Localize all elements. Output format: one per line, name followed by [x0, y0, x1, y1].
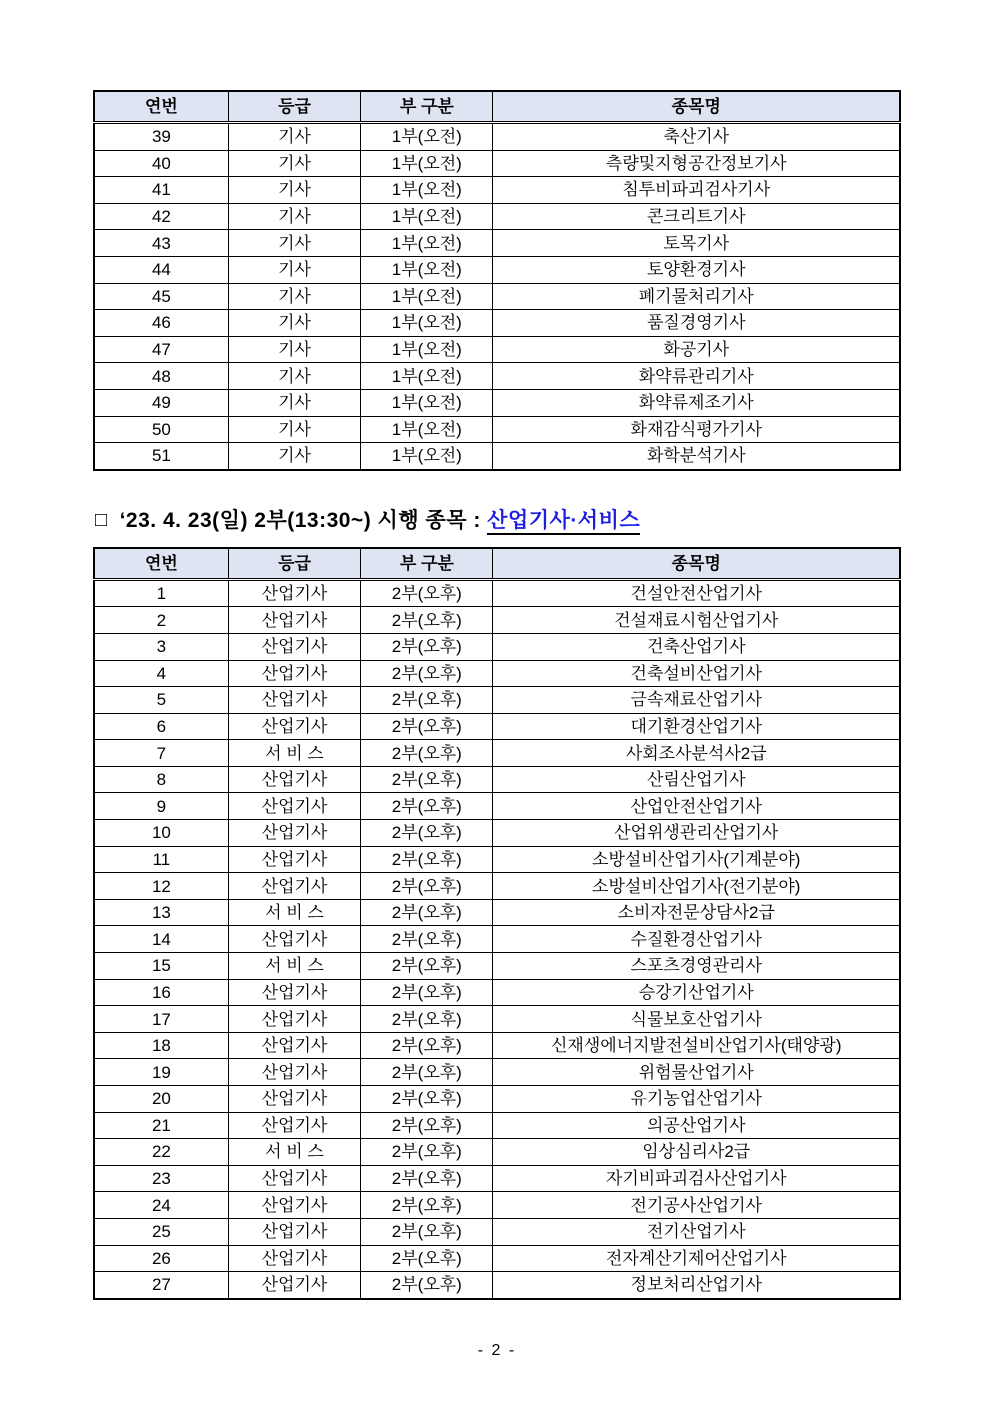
- table-cell: 2부(오후): [361, 1006, 493, 1033]
- exam-table-industrial-header: [94, 548, 900, 580]
- table-cell: 산업기사: [228, 607, 360, 634]
- exam-table-engineer-body: [94, 123, 900, 470]
- table-row: [94, 926, 900, 953]
- table-row: [94, 1272, 900, 1299]
- table-cell: 기사: [228, 363, 360, 390]
- table-cell: 4: [94, 660, 228, 687]
- table-cell: 1부(오전): [361, 336, 493, 363]
- table-cell: 1부(오전): [361, 150, 493, 177]
- table-cell: 2부(오후): [361, 766, 493, 793]
- column-header: 종목명: [493, 91, 900, 123]
- table-cell: 소비자전문상담사2급: [493, 899, 900, 926]
- column-header: 연번: [94, 548, 228, 580]
- table-cell: 산업기사: [228, 1272, 360, 1299]
- table-cell: 8: [94, 766, 228, 793]
- table-cell: 화재감식평가기사: [493, 416, 900, 443]
- table-cell: 기사: [228, 203, 360, 230]
- table-cell: 48: [94, 363, 228, 390]
- table-cell: 산업기사: [228, 713, 360, 740]
- table-cell: 1부(오전): [361, 177, 493, 204]
- table-header-row: [94, 548, 900, 580]
- table-row: [94, 687, 900, 714]
- table-cell: 14: [94, 926, 228, 953]
- table-cell: 2부(오후): [361, 1192, 493, 1219]
- table-cell: 1부(오전): [361, 416, 493, 443]
- table-cell: 소방설비산업기사(전기분야): [493, 873, 900, 900]
- table-cell: 유기농업산업기사: [493, 1086, 900, 1113]
- table-cell: 콘크리트기사: [493, 203, 900, 230]
- table-row: [94, 607, 900, 634]
- table-cell: 47: [94, 336, 228, 363]
- table-cell: 토양환경기사: [493, 256, 900, 283]
- table-row: [94, 283, 900, 310]
- table-row: [94, 899, 900, 926]
- table-cell: 21: [94, 1112, 228, 1139]
- table-row: [94, 713, 900, 740]
- exam-table-engineer-header: [94, 91, 900, 123]
- table-cell: 산업기사: [228, 1086, 360, 1113]
- table-cell: 측량및지형공간정보기사: [493, 150, 900, 177]
- table-cell: 1부(오전): [361, 203, 493, 230]
- table-cell: 산업기사: [228, 846, 360, 873]
- table-row: [94, 1139, 900, 1166]
- table-cell: 18: [94, 1032, 228, 1059]
- table-cell: 기사: [228, 123, 360, 151]
- table-cell: 2부(오후): [361, 846, 493, 873]
- table-row: [94, 123, 900, 151]
- page-content: [93, 90, 901, 1360]
- table-row: [94, 873, 900, 900]
- table-cell: 2부(오후): [361, 873, 493, 900]
- table-row: [94, 846, 900, 873]
- table-cell: 46: [94, 310, 228, 337]
- page-number: - 2 -: [477, 1341, 517, 1359]
- table-cell: 2부(오후): [361, 979, 493, 1006]
- table-row: [94, 389, 900, 416]
- table-cell: 산업기사: [228, 1245, 360, 1272]
- table-row: [94, 1059, 900, 1086]
- table-cell: 건축산업기사: [493, 633, 900, 660]
- table-cell: 2부(오후): [361, 926, 493, 953]
- table-row: [94, 766, 900, 793]
- table-cell: 산업안전산업기사: [493, 793, 900, 820]
- table-row: [94, 1032, 900, 1059]
- column-header: 종목명: [493, 548, 900, 580]
- table-cell: 토목기사: [493, 230, 900, 257]
- table-cell: 41: [94, 177, 228, 204]
- table-cell: 건설안전산업기사: [493, 579, 900, 607]
- table-row: [94, 230, 900, 257]
- table-cell: 1부(오전): [361, 123, 493, 151]
- table-cell: 2부(오후): [361, 1272, 493, 1299]
- table-cell: 산업기사: [228, 1165, 360, 1192]
- table-cell: 서 비 스: [228, 953, 360, 980]
- table-row: [94, 177, 900, 204]
- section-heading: [95, 504, 901, 534]
- table-row: [94, 1218, 900, 1245]
- table-cell: 사회조사분석사2급: [493, 740, 900, 767]
- table-cell: 43: [94, 230, 228, 257]
- table-row: [94, 1192, 900, 1219]
- table-cell: 10: [94, 820, 228, 847]
- table-cell: 11: [94, 846, 228, 873]
- table-cell: 2부(오후): [361, 607, 493, 634]
- table-cell: 축산기사: [493, 123, 900, 151]
- table-cell: 수질환경산업기사: [493, 926, 900, 953]
- table-cell: 산업기사: [228, 820, 360, 847]
- table-cell: 산업기사: [228, 1192, 360, 1219]
- table-cell: 1부(오전): [361, 443, 493, 470]
- table-cell: 산업기사: [228, 873, 360, 900]
- table-cell: 스포츠경영관리사: [493, 953, 900, 980]
- table-cell: 2부(오후): [361, 820, 493, 847]
- table-cell: 기사: [228, 256, 360, 283]
- table-cell: 1부(오전): [361, 310, 493, 337]
- table-cell: 7: [94, 740, 228, 767]
- table-cell: 2부(오후): [361, 1112, 493, 1139]
- table-cell: 2부(오후): [361, 899, 493, 926]
- table-cell: 6: [94, 713, 228, 740]
- table-cell: 건설재료시험산업기사: [493, 607, 900, 634]
- table-cell: 23: [94, 1165, 228, 1192]
- table-cell: 산업기사: [228, 979, 360, 1006]
- table-row: [94, 203, 900, 230]
- table-row: [94, 660, 900, 687]
- table-cell: 45: [94, 283, 228, 310]
- table-cell: 위험물산업기사: [493, 1059, 900, 1086]
- table-cell: 5: [94, 687, 228, 714]
- table-cell: 25: [94, 1218, 228, 1245]
- table-cell: 산업기사: [228, 1112, 360, 1139]
- table-row: [94, 579, 900, 607]
- table-row: [94, 443, 900, 470]
- table-cell: 2부(오후): [361, 660, 493, 687]
- table-cell: 식물보호산업기사: [493, 1006, 900, 1033]
- table-cell: 49: [94, 389, 228, 416]
- table-cell: 15: [94, 953, 228, 980]
- table-cell: 2부(오후): [361, 687, 493, 714]
- table-cell: 26: [94, 1245, 228, 1272]
- table-cell: 2부(오후): [361, 1139, 493, 1166]
- table-cell: 산업위생관리산업기사: [493, 820, 900, 847]
- table-cell: 20: [94, 1086, 228, 1113]
- table-cell: 2부(오후): [361, 793, 493, 820]
- table-cell: 3: [94, 633, 228, 660]
- table-cell: 2부(오후): [361, 713, 493, 740]
- table-cell: 1부(오전): [361, 363, 493, 390]
- table-cell: 1부(오전): [361, 256, 493, 283]
- table-cell: 2부(오후): [361, 579, 493, 607]
- table-cell: 기사: [228, 443, 360, 470]
- table-cell: 기사: [228, 389, 360, 416]
- table-cell: 기사: [228, 416, 360, 443]
- table-row: [94, 1165, 900, 1192]
- table-cell: 의공산업기사: [493, 1112, 900, 1139]
- square-bullet-icon: □: [95, 508, 108, 531]
- table-cell: 침투비파괴검사기사: [493, 177, 900, 204]
- table-row: [94, 633, 900, 660]
- table-cell: 화공기사: [493, 336, 900, 363]
- table-cell: 금속재료산업기사: [493, 687, 900, 714]
- table-cell: 12: [94, 873, 228, 900]
- table-cell: 서 비 스: [228, 1139, 360, 1166]
- table-cell: 1부(오전): [361, 283, 493, 310]
- table-cell: 전자계산기제어산업기사: [493, 1245, 900, 1272]
- table-cell: 2부(오후): [361, 740, 493, 767]
- table-cell: 기사: [228, 177, 360, 204]
- table-cell: 신재생에너지발전설비산업기사(태양광): [493, 1032, 900, 1059]
- table-cell: 산업기사: [228, 687, 360, 714]
- table-cell: 서 비 스: [228, 899, 360, 926]
- table-cell: 2부(오후): [361, 633, 493, 660]
- table-cell: 50: [94, 416, 228, 443]
- table-row: [94, 979, 900, 1006]
- table-cell: 19: [94, 1059, 228, 1086]
- table-cell: 산업기사: [228, 660, 360, 687]
- table-cell: 1부(오전): [361, 230, 493, 257]
- table-cell: 건축설비산업기사: [493, 660, 900, 687]
- table-cell: 산업기사: [228, 766, 360, 793]
- section-heading-text: ‘23. 4. 23(일) 2부(13:30~) 시행 종목 :: [119, 508, 488, 532]
- table-cell: 2부(오후): [361, 1086, 493, 1113]
- table-row: [94, 953, 900, 980]
- table-row: [94, 310, 900, 337]
- table-cell: 기사: [228, 230, 360, 257]
- table-cell: 산업기사: [228, 1006, 360, 1033]
- table-cell: 16: [94, 979, 228, 1006]
- table-cell: 44: [94, 256, 228, 283]
- table-cell: 산업기사: [228, 926, 360, 953]
- table-cell: 51: [94, 443, 228, 470]
- table-cell: 기사: [228, 150, 360, 177]
- column-header: 부 구분: [361, 91, 493, 123]
- table-cell: 1부(오전): [361, 389, 493, 416]
- table-row: [94, 820, 900, 847]
- category-link[interactable]: 산업기사·서비스: [487, 509, 640, 535]
- table-row: [94, 336, 900, 363]
- table-row: [94, 1006, 900, 1033]
- exam-table-engineer: [93, 90, 901, 471]
- table-cell: 산업기사: [228, 793, 360, 820]
- table-row: [94, 363, 900, 390]
- table-cell: 17: [94, 1006, 228, 1033]
- table-cell: 승강기산업기사: [493, 979, 900, 1006]
- table-cell: 40: [94, 150, 228, 177]
- table-cell: 서 비 스: [228, 740, 360, 767]
- table-row: [94, 1086, 900, 1113]
- table-row: [94, 256, 900, 283]
- table-header-row: [94, 91, 900, 123]
- column-header: 부 구분: [361, 548, 493, 580]
- table-cell: 2부(오후): [361, 1165, 493, 1192]
- table-cell: 대기환경산업기사: [493, 713, 900, 740]
- table-cell: 기사: [228, 310, 360, 337]
- exam-table-industrial-body: [94, 579, 900, 1299]
- table-row: [94, 150, 900, 177]
- column-header: 등급: [228, 548, 360, 580]
- table-cell: 산림산업기사: [493, 766, 900, 793]
- table-cell: 2부(오후): [361, 953, 493, 980]
- table-cell: 화약류관리기사: [493, 363, 900, 390]
- table-cell: 2부(오후): [361, 1032, 493, 1059]
- table-cell: 1: [94, 579, 228, 607]
- table-row: [94, 793, 900, 820]
- table-cell: 소방설비산업기사(기계분야): [493, 846, 900, 873]
- table-row: [94, 416, 900, 443]
- table-cell: 기사: [228, 283, 360, 310]
- table-cell: 22: [94, 1139, 228, 1166]
- table-cell: 기사: [228, 336, 360, 363]
- table-cell: 2부(오후): [361, 1245, 493, 1272]
- table-cell: 품질경영기사: [493, 310, 900, 337]
- table-cell: 산업기사: [228, 1218, 360, 1245]
- table-cell: 전기공사산업기사: [493, 1192, 900, 1219]
- table-row: [94, 1245, 900, 1272]
- column-header: 연번: [94, 91, 228, 123]
- table-cell: 전기산업기사: [493, 1218, 900, 1245]
- table-cell: 27: [94, 1272, 228, 1299]
- table-cell: 42: [94, 203, 228, 230]
- table-cell: 9: [94, 793, 228, 820]
- table-cell: 39: [94, 123, 228, 151]
- table-cell: 폐기물처리기사: [493, 283, 900, 310]
- table-row: [94, 740, 900, 767]
- table-cell: 산업기사: [228, 1032, 360, 1059]
- column-header: 등급: [228, 91, 360, 123]
- table-cell: 24: [94, 1192, 228, 1219]
- table-cell: 13: [94, 899, 228, 926]
- table-cell: 화약류제조기사: [493, 389, 900, 416]
- table-cell: 2부(오후): [361, 1218, 493, 1245]
- table-cell: 화학분석기사: [493, 443, 900, 470]
- table-cell: 정보처리산업기사: [493, 1272, 900, 1299]
- table-cell: 2: [94, 607, 228, 634]
- table-cell: 산업기사: [228, 633, 360, 660]
- table-cell: 산업기사: [228, 579, 360, 607]
- table-row: [94, 1112, 900, 1139]
- exam-table-industrial: [93, 547, 901, 1300]
- table-cell: 임상심리사2급: [493, 1139, 900, 1166]
- table-cell: 자기비파괴검사산업기사: [493, 1165, 900, 1192]
- table-cell: 산업기사: [228, 1059, 360, 1086]
- table-cell: 2부(오후): [361, 1059, 493, 1086]
